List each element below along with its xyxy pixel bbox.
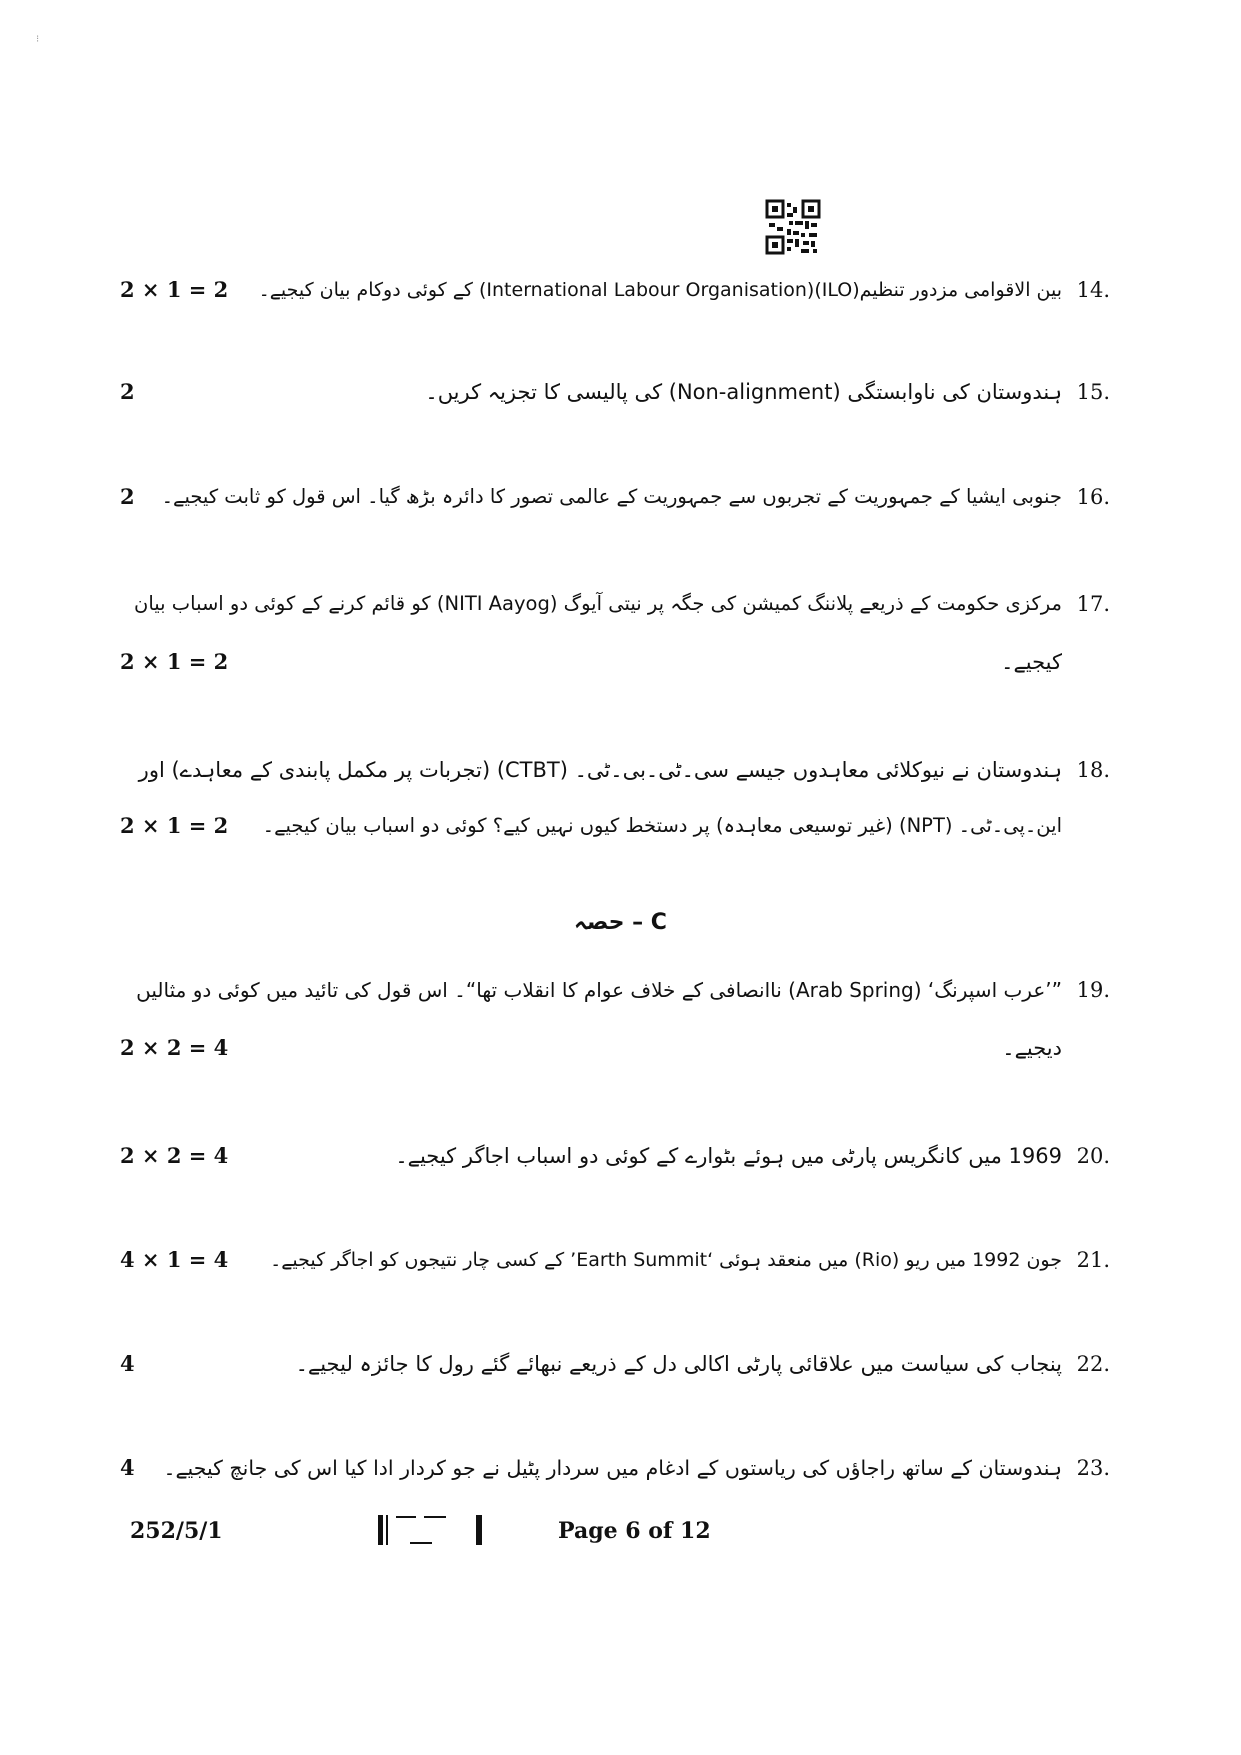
question-number: 15. bbox=[1076, 380, 1110, 404]
question-text: این۔پی۔ٹی۔ (NPT) (غیر توسیعی معاہدہ) پر دستخط کیوں نہیں کیے؟ کوئی دو اسباب بیان کیجیے۔ bbox=[262, 814, 1062, 837]
barcode-icon bbox=[376, 1513, 486, 1547]
question-marks: 4 bbox=[120, 1455, 135, 1480]
question-marks: 2 bbox=[120, 379, 135, 404]
question-number: 20. bbox=[1076, 1144, 1110, 1168]
question-21 bbox=[120, 1240, 1110, 1280]
question-line bbox=[120, 1136, 1110, 1176]
question-line bbox=[120, 1448, 1110, 1488]
question-text: 1969 میں کانگریس پارٹی میں ہوئے بٹوارے کے کوئی دو اسباب اجاگر کیجیے۔ bbox=[395, 1144, 1062, 1168]
question-number: 19. bbox=[1076, 978, 1110, 1002]
question-line bbox=[120, 1240, 1110, 1280]
question-marks: 2 × 1 = 2 bbox=[120, 649, 229, 674]
question-marks: 2 × 2 = 4 bbox=[120, 1143, 229, 1168]
question-20 bbox=[120, 1136, 1110, 1176]
question-number: 22. bbox=[1076, 1352, 1110, 1376]
question-number: 16. bbox=[1076, 485, 1110, 509]
question-line bbox=[120, 642, 1110, 682]
question-15 bbox=[120, 372, 1110, 412]
question-line bbox=[120, 584, 1110, 624]
question-text: پنجاب کی سیاست میں علاقائی پارٹی اکالی دل کے ذریعے نبھائے گئے رول کا جائزہ لیجیے۔ bbox=[295, 1352, 1062, 1376]
question-number: 18. bbox=[1076, 758, 1110, 782]
question-text: ہندوستان کی ناوابستگی (Non-alignment) کی پالیسی کا تجزیہ کریں۔ bbox=[425, 380, 1062, 404]
question-14 bbox=[120, 270, 1110, 310]
qr-code-icon bbox=[765, 199, 821, 255]
question-23 bbox=[120, 1448, 1110, 1488]
question-number: 21. bbox=[1076, 1248, 1110, 1272]
question-marks: 4 × 1 = 4 bbox=[120, 1247, 229, 1272]
question-marks: 2 bbox=[120, 484, 135, 509]
question-17 bbox=[120, 584, 1110, 682]
question-18 bbox=[120, 750, 1110, 846]
question-text: مرکزی حکومت کے ذریعے پلاننگ کمیشن کی جگہ پر نیتی آیوگ (NITI Aayog) کو قائم کرنے کے کوئی دو اسباب بیان bbox=[134, 592, 1062, 615]
question-text: جون 1992 میں ریو (Rio) میں منعقد ہوئی ‘Earth Summit’ کے کسی چار نتیجوں کو اجاگر کیجیے۔ bbox=[270, 1249, 1062, 1271]
question-line bbox=[120, 750, 1110, 790]
question-text: ”’عرب اسپرنگ‘ (Arab Spring) ناانصافی کے خلاف عوام کا انقلاب تھا“۔ اس قول کی تائید میں کوئی دو مثالیں bbox=[136, 978, 1062, 1002]
question-number: 17. bbox=[1076, 592, 1110, 616]
scan-mark: ⁝ bbox=[36, 34, 40, 45]
question-text: دیجیے۔ bbox=[1002, 1036, 1062, 1060]
question-text: ہندوستان نے نیوکلائی معاہدوں جیسے سی۔ٹی۔بی۔ٹی۔ (CTBT) (تجربات پر مکمل پابندی کے معاہدے) اور bbox=[138, 758, 1062, 782]
question-19 bbox=[120, 970, 1110, 1068]
question-line bbox=[120, 1028, 1110, 1068]
question-marks: 4 bbox=[120, 1351, 135, 1376]
paper-code: 252/5/1 bbox=[130, 1518, 223, 1544]
question-text: کیجیے۔ bbox=[1001, 650, 1062, 674]
question-number: 14. bbox=[1076, 278, 1110, 302]
question-line bbox=[120, 970, 1110, 1010]
question-marks: 2 × 1 = 2 bbox=[120, 813, 229, 838]
section-title: حصہ – C bbox=[574, 910, 667, 935]
page-number: Page 6 of 12 bbox=[558, 1518, 711, 1544]
question-line bbox=[120, 270, 1110, 310]
question-line bbox=[120, 477, 1110, 517]
question-marks: 2 × 2 = 4 bbox=[120, 1035, 229, 1060]
question-text: جنوبی ایشیا کے جمہوریت کے تجربوں سے جمہوریت کے عالمی تصور کا دائرہ بڑھ گیا۔ اس قول کو ثابت کیجیے۔ bbox=[161, 485, 1062, 508]
question-16 bbox=[120, 477, 1110, 517]
question-number: 23. bbox=[1076, 1456, 1110, 1480]
question-line bbox=[120, 1344, 1110, 1384]
question-line bbox=[120, 806, 1110, 846]
question-text: ہندوستان کے ساتھ راجاؤں کی ریاستوں کے ادغام میں سردار پٹیل نے جو کردار ادا کیا اس کی جانچ کیجیے۔ bbox=[163, 1456, 1062, 1480]
question-marks: 2 × 1 = 2 bbox=[120, 277, 229, 302]
question-line bbox=[120, 372, 1110, 412]
question-text: بین الاقوامی مزدور تنظیم(ILO)(International Labour Organisation) کے کوئی دوکام بیان کیجیے۔ bbox=[258, 279, 1062, 301]
question-22 bbox=[120, 1344, 1110, 1384]
